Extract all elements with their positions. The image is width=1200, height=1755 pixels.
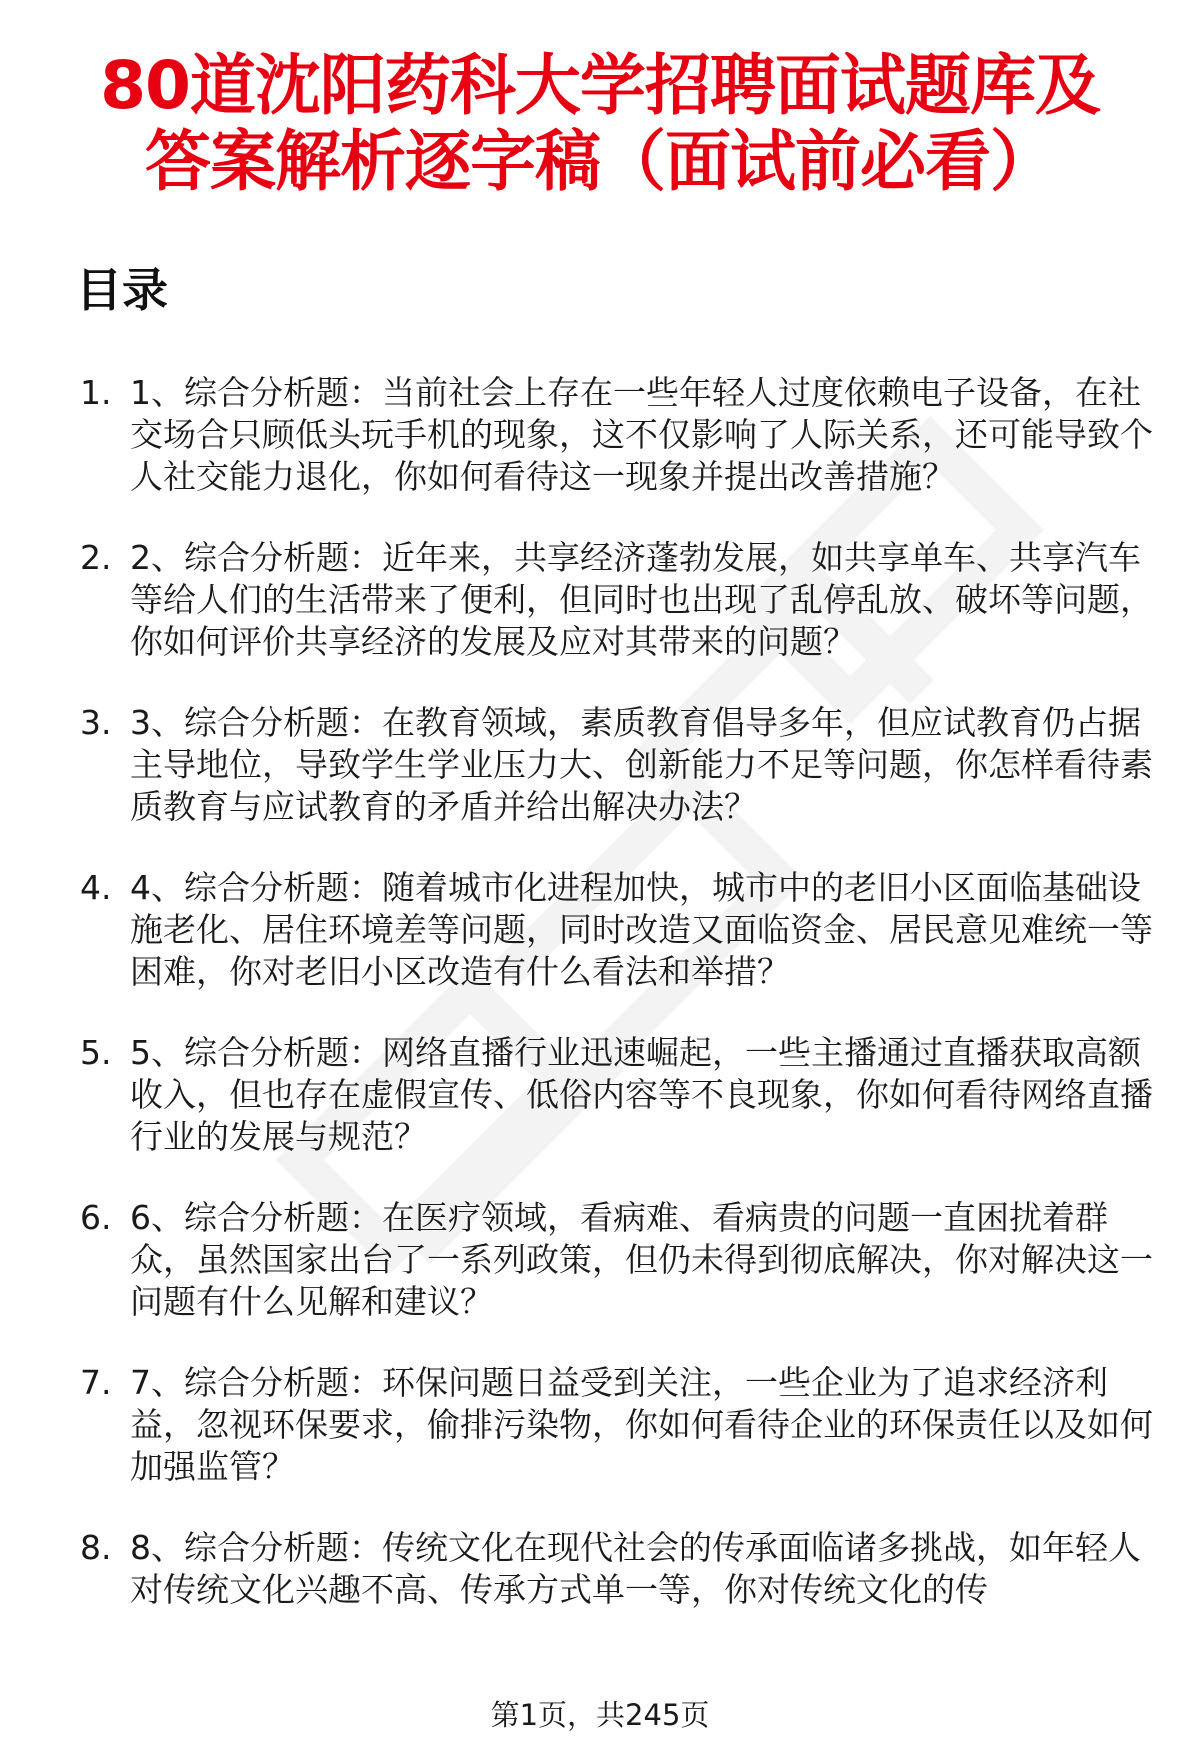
toc-item-number: 2. (80, 538, 112, 577)
toc-item-text: 6、综合分析题：在医疗领域，看病难、看病贵的问题一直困扰着群众，虽然国家出台了一系列政策，但仍未得到彻底解决，你对解决这一问题有什么见解和建议？ (130, 1198, 1153, 1321)
toc-item-number: 8. (80, 1528, 112, 1567)
toc-item-number: 7. (80, 1363, 112, 1402)
toc-item-number: 1. (80, 373, 112, 412)
toc-item-text: 3、综合分析题：在教育领域，素质教育倡导多年，但应试教育仍占据主导地位，导致学生学业压力大、创新能力不足等问题，你怎样看待素质教育与应试教育的矛盾并给出解决办法？ (130, 703, 1153, 826)
toc-item-text: 7、综合分析题：环保问题日益受到关注，一些企业为了追求经济利益，忽视环保要求，偷排污染物，你如何看待企业的环保责任以及如何加强监管？ (130, 1363, 1153, 1486)
toc-item-text: 1、综合分析题：当前社会上存在一些年轻人过度依赖电子设备，在社交场合只顾低头玩手机的现象，这不仅影响了人际关系，还可能导致个人社交能力退化，你如何看待这一现象并提出改善措施？ (130, 373, 1153, 496)
toc-item-5[interactable] (80, 1032, 1160, 1158)
title-line-2: 答案解析逐字稿（面试前必看） (145, 123, 1055, 200)
toc-item-number: 5. (80, 1033, 112, 1072)
toc-item-text: 4、综合分析题：随着城市化进程加快，城市中的老旧小区面临基础设施老化、居住环境差等问题，同时改造又面临资金、居民意见难统一等困难，你对老旧小区改造有什么看法和举措？ (130, 868, 1153, 991)
toc-item-2[interactable] (80, 537, 1160, 663)
toc-item-4[interactable] (80, 867, 1160, 993)
toc-item-number: 6. (80, 1198, 112, 1237)
toc-item-number: 4. (80, 868, 112, 907)
toc-item-8[interactable] (80, 1527, 1160, 1611)
toc-item-text: 2、综合分析题：近年来，共享经济蓬勃发展，如共享单车、共享汽车等给人们的生活带来了便利，但同时也出现了乱停乱放、破坏等问题，你如何评价共享经济的发展及应对其带来的问题？ (130, 538, 1153, 661)
title-line-1: 80道沈阳药科大学招聘面试题库及 (100, 47, 1100, 124)
toc-item-1[interactable] (80, 372, 1160, 498)
page-footer: 第1页，共245页 (490, 1698, 710, 1732)
toc-item-3[interactable] (80, 702, 1160, 828)
document-title (40, 48, 1160, 200)
toc-item-text: 5、综合分析题：网络直播行业迅速崛起，一些主播通过直播获取高额收入，但也存在虚假宣传、低俗内容等不良现象，你如何看待网络直播行业的发展与规范？ (130, 1033, 1153, 1156)
toc-item-7[interactable] (80, 1362, 1160, 1488)
toc-item-text: 8、综合分析题：传统文化在现代社会的传承面临诸多挑战，如年轻人对传统文化兴趣不高、传承方式单一等，你对传统文化的传 (130, 1528, 1141, 1609)
toc-list (80, 372, 1160, 1650)
toc-heading: 目录 (76, 263, 168, 317)
toc-item-number: 3. (80, 703, 112, 742)
toc-item-6[interactable] (80, 1197, 1160, 1323)
